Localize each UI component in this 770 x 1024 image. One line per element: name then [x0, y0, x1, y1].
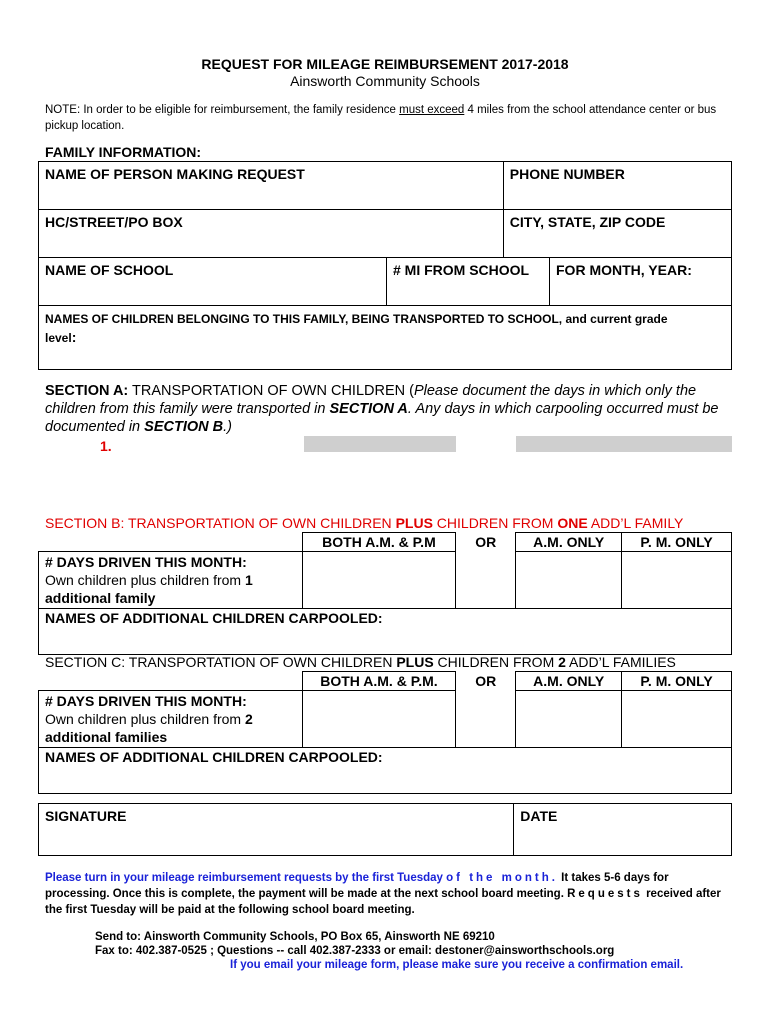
section-b-days-label-cell: [39, 552, 303, 609]
note-prefix: NOTE: In order to be eligible for reimbursement, the family residence: [45, 104, 400, 116]
section-c-am-input[interactable]: [516, 691, 622, 748]
children-label: [45, 312, 668, 345]
section-b-days-desc: Own children plus children from: [45, 572, 245, 588]
section-b-days-label: # DAYS DRIVEN THIS MONTH:: [45, 554, 247, 570]
phone-label: PHONE NUMBER: [509, 166, 625, 182]
phone-field[interactable]: [503, 162, 731, 210]
section-b-or-label: OR: [456, 533, 516, 552]
section-a-item-number: 1.: [100, 438, 112, 454]
section-c-text3: ADD’L FAMILIES: [565, 654, 676, 670]
signature-table: [38, 803, 732, 856]
section-c-text2: CHILDREN FROM: [433, 654, 559, 670]
children-label-colon: :: [71, 329, 77, 345]
section-b-both-input[interactable]: [302, 552, 456, 609]
section-c-or-label: OR: [456, 672, 516, 691]
section-c-plus: PLUS: [396, 654, 434, 670]
eligibility-note: [45, 102, 735, 134]
miles-label: # MI FROM SCHOOL: [393, 262, 530, 278]
children-names-field[interactable]: [39, 306, 732, 370]
contact-block: [95, 930, 735, 972]
section-c-days-label: # DAYS DRIVEN THIS MONTH:: [45, 693, 247, 709]
fax-and-questions: Fax to: 402.387-0525 ; Questions -- call 402.387-2333 or email: destoner@ainsworthschools.org: [95, 945, 615, 957]
section-c-days-desc: Own children plus children from: [45, 711, 245, 727]
city-label: CITY, STATE, ZIP CODE: [509, 214, 666, 230]
instructions-late: received after the first Tuesday will be paid at the following school board meeting.: [45, 888, 721, 916]
section-a-bold2: SECTION B: [144, 419, 224, 435]
section-c-days-num: 2: [244, 711, 253, 727]
signature-label: SIGNATURE: [45, 808, 127, 824]
section-a-input-bar-1[interactable]: [304, 436, 456, 452]
section-b-days-num: 1: [244, 572, 253, 588]
school-field[interactable]: [39, 258, 387, 306]
children-label-line2: level: [45, 331, 72, 345]
section-a-text: [45, 382, 735, 436]
section-a-italic1: Please document the days in which only the children from this family were transported in: [45, 383, 697, 417]
section-a-text1: TRANSPORTATION OF OWN CHILDREN (: [128, 383, 414, 399]
school-label: NAME OF SCHOOL: [45, 262, 174, 278]
instructions-blue-text: Please turn in your mileage reimbursement requests by the first Tuesday: [45, 872, 447, 884]
section-b-carpool-label: NAMES OF ADDITIONAL CHILDREN CARPOOLED:: [45, 610, 383, 626]
section-b-heading: [45, 515, 683, 531]
section-b-am-header: A.M. ONLY: [516, 533, 622, 552]
section-b-days-desc2: additional family: [45, 590, 156, 606]
note-suffix: 4 miles from the school attendance center or bus pickup location.: [45, 104, 717, 132]
section-c-pm-header: P. M. ONLY: [622, 672, 732, 691]
section-b-pm-header: P. M. ONLY: [622, 533, 732, 552]
section-c-both-header: BOTH A.M. & P.M.: [302, 672, 456, 691]
date-field[interactable]: [514, 804, 732, 856]
section-b-plus: PLUS: [395, 515, 433, 531]
section-c-carpool-field[interactable]: [39, 748, 732, 794]
city-state-zip-field[interactable]: [503, 210, 731, 258]
section-c-pm-input[interactable]: [622, 691, 732, 748]
section-c-days-label-cell: [39, 691, 303, 748]
form-title: REQUEST FOR MILEAGE REIMBURSEMENT 2017-2018: [201, 56, 569, 72]
note-underlined: must exceed: [399, 104, 465, 116]
school-district-name: Ainsworth Community Schools: [290, 73, 480, 89]
month-year-field[interactable]: [550, 258, 732, 306]
name-field[interactable]: [39, 162, 504, 210]
section-b-text1: TRANSPORTATION OF OWN CHILDREN: [124, 515, 396, 531]
section-b-empty-corner: [39, 533, 303, 552]
section-b-text2: CHILDREN FROM: [432, 515, 558, 531]
section-c-two: 2: [558, 654, 566, 670]
section-c-am-header: A.M. ONLY: [516, 672, 622, 691]
instructions-processing: It takes 5-6 days for processing. Once this is complete, the payment will be made at the next school board meeting.: [45, 872, 669, 900]
section-b-one: ONE: [557, 515, 588, 531]
street-field[interactable]: [39, 210, 504, 258]
section-b-table: [38, 532, 732, 655]
street-label: HC/STREET/PO BOX: [45, 214, 183, 230]
instructions-requests: Requests: [567, 888, 643, 900]
section-b-text3: ADD’L FAMILY: [587, 515, 684, 531]
signature-field[interactable]: [39, 804, 514, 856]
section-a-italic2: . Any days in which carpooling occurred must be documented in: [45, 401, 719, 435]
section-c-heading: [45, 654, 676, 670]
section-b-or-spacer: [456, 552, 516, 609]
section-c-or-spacer: [456, 691, 516, 748]
section-a-bold1: SECTION A: [329, 401, 408, 417]
family-information-heading: FAMILY INFORMATION:: [45, 144, 202, 160]
section-c-text1: TRANSPORTATION OF OWN CHILDREN: [125, 654, 397, 670]
children-label-line1: NAMES OF CHILDREN BELONGING TO THIS FAMILY, BEING TRANSPORTED TO SCHOOL, and current grade: [45, 312, 668, 326]
section-c-table: [38, 671, 732, 794]
name-label: NAME OF PERSON MAKING REQUEST: [45, 166, 305, 182]
date-label: DATE: [520, 808, 558, 824]
section-c-days-desc2: additional families: [45, 729, 168, 745]
email-confirmation-note: If you email your mileage form, please make sure you receive a confirmation email.: [230, 959, 684, 971]
section-a-label: SECTION A:: [45, 383, 129, 399]
section-b-carpool-field[interactable]: [39, 609, 732, 655]
section-c-carpool-label: NAMES OF ADDITIONAL CHILDREN CARPOOLED:: [45, 749, 383, 765]
section-c-both-input[interactable]: [302, 691, 456, 748]
month-year-label: FOR MONTH, YEAR:: [556, 262, 692, 278]
submission-instructions: [45, 870, 735, 918]
send-to-address: Send to: Ainsworth Community Schools, PO Box 65, Ainsworth NE 69210: [95, 931, 495, 943]
section-b-both-header: BOTH A.M. & P.M: [302, 533, 456, 552]
section-a-input-bar-2[interactable]: [516, 436, 732, 452]
miles-field[interactable]: [387, 258, 550, 306]
instructions-blue-spaced: of the month.: [446, 872, 558, 884]
section-c-empty-corner: [39, 672, 303, 691]
family-info-table: [38, 161, 732, 370]
section-b-pm-input[interactable]: [622, 552, 732, 609]
section-b-am-input[interactable]: [516, 552, 622, 609]
section-b-label: SECTION B:: [45, 515, 125, 531]
section-c-label: SECTION C:: [45, 654, 126, 670]
section-a-end: .): [223, 419, 232, 435]
